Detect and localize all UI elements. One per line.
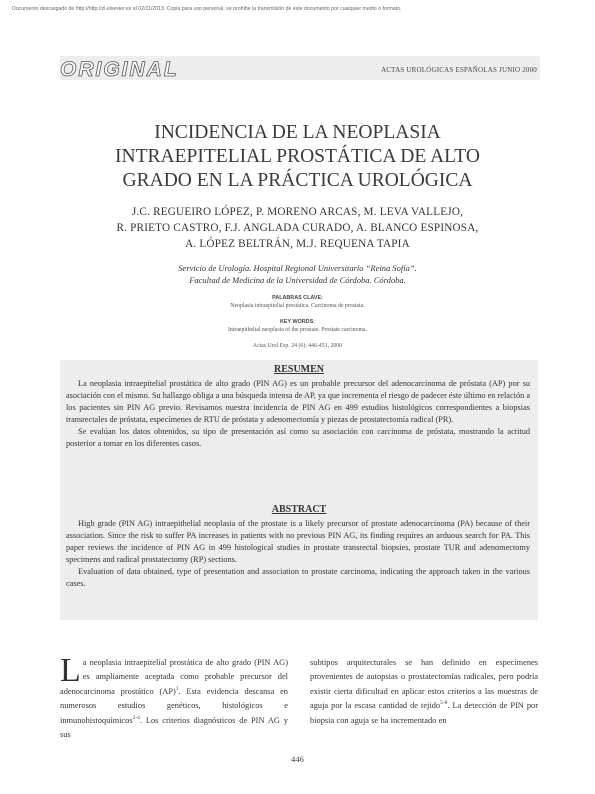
- download-note: Documento descargado de http://http://zl.elsevier.es el 02/11/2013. Copia para uso personal, se prohíbe la transmisión de este documento por cualquier medio o formato.: [12, 6, 402, 12]
- affiliation-line: Facultad de Medicina de la Universidad de Córdoba. Córdoba.: [189, 274, 406, 285]
- abstract-body: [66, 518, 530, 591]
- body-text: . Esta evidencia descansa en numerosos estudios genéticos, histológicos e inmunohistoquímicos: [60, 686, 288, 725]
- abstract-paragraph: High grade (PIN AG) intraepithelial neoplasia of the prostate is a likely precursor of prostate adenocarcinoma (PA) because of their association. Since the risk to suffer PA increases in patients with no previous PIN AG, its finding requires an arduous search for PA. This paper reviews the incidence of PIN AG in 499 histological studies in prostate transrectal biopsies, prostate TUR and adenomectomy specimens and radical prostatectomy (RP) sections.: [66, 519, 530, 565]
- abstract-paragraph: Evaluation of data obtained, type of presentation and association to prostate carcinoma, indicating the approach taken in the various cases.: [66, 567, 530, 589]
- reference-superscript: 1: [175, 686, 179, 693]
- body-column-right: [310, 656, 538, 728]
- title-line: INCIDENCIA DE LA NEOPLASIA: [154, 122, 441, 143]
- author-line: A. LÓPEZ BELTRÁN, M.J. REQUENA TAPIA: [185, 238, 410, 250]
- citation: Actas Urol Esp. 24 (6): 446-451, 2000: [252, 343, 343, 349]
- keywords-en-heading: KEY WORDS:: [280, 319, 315, 325]
- body-text: a neoplasia intraepitelial prostática de alto grado (PIN AG) es ampliamente aceptada como probable precursor del adenocarcinoma prostático (AP): [60, 658, 288, 696]
- resumen-heading: RESUMEN: [273, 364, 324, 375]
- author-line: J.C. REGUEIRO LÓPEZ, P. MORENO ARCAS, M. LEVA VALLEJO,: [131, 206, 464, 218]
- drop-cap: L: [60, 652, 81, 689]
- reference-superscript: 2-4: [132, 714, 140, 721]
- body-text: . La detección de PIN por biopsia con aguja se ha incrementado en: [310, 701, 538, 725]
- keywords-en-text: Intraepithelial neoplasia of the prostate. Prostate carcinoma.: [227, 327, 368, 333]
- author-list: [60, 204, 535, 252]
- title-line: GRADO EN LA PRÁCTICA UROLÓGICA: [122, 170, 473, 191]
- body-column-left: [60, 652, 288, 742]
- body-paragraph: [60, 652, 288, 742]
- title-line: INTRAEPITELIAL PROSTÁTICA DE ALTO: [115, 146, 480, 167]
- abstract-heading: ABSTRACT: [271, 504, 327, 515]
- body-text: . Los criterios diagnósticos de PIN AG y sus: [60, 715, 288, 740]
- resumen-body: [66, 378, 530, 451]
- affiliation: [60, 263, 535, 286]
- resumen-paragraph: La neoplasia intraepitelial prostática de alto grado (PIN AG) es un probable precursor del adenocarcinoma de próstata (AP) por su asociación con el mismo. Su hallazgo obliga a una búsqueda intensa de AP, ya que incrementa el riesgo de padecer éste último en relación a los pacientes sin PIN AG previo. Revisamos nuestra incidencia de PIN AG en 499 estudios histológicos correspondientes a biopsias transrectales de próstata, especímenes de RTU de próstata y adenomectomía y piezas de prostatectomía radical (PR).: [66, 379, 531, 425]
- body-paragraph: [310, 656, 538, 728]
- body-text: subtipos arquitecturales se han definido en especímenes provenientes de autopsias o prostatectomías radicales, pero podría existir cierta dificultad en aplicar estos criterios a las muestras de aguja por la escasa cantidad de tejido: [310, 658, 538, 711]
- resumen-paragraph: Se evalúan los datos obtenidos, su tipo de presentación así como su asociación con carcinoma de próstata, mostrando la actitud posterior a tomar en los diferentes casos.: [66, 427, 530, 449]
- reference-superscript: 5-8: [440, 700, 448, 707]
- keywords-es-heading: PALABRAS CLAVE:: [272, 295, 323, 301]
- section-label: ORIGINAL: [60, 58, 179, 81]
- keywords-es-text: Neoplasia intraepitelial prostática. Carcinoma de prostata.: [230, 303, 365, 309]
- author-line: R. PRIETO CASTRO, F.J. ANGLADA CURADO, A. BLANCO ESPINOSA,: [116, 222, 479, 234]
- journal-header: ACTAS UROLÓGICAS ESPAÑOLAS JUNIO 2000: [381, 66, 537, 74]
- affiliation-line: Servicio de Urología. Hospital Regional Universitario “Reina Sofía”.: [178, 263, 417, 273]
- article-title: [60, 121, 535, 193]
- page-number: 446: [291, 754, 304, 764]
